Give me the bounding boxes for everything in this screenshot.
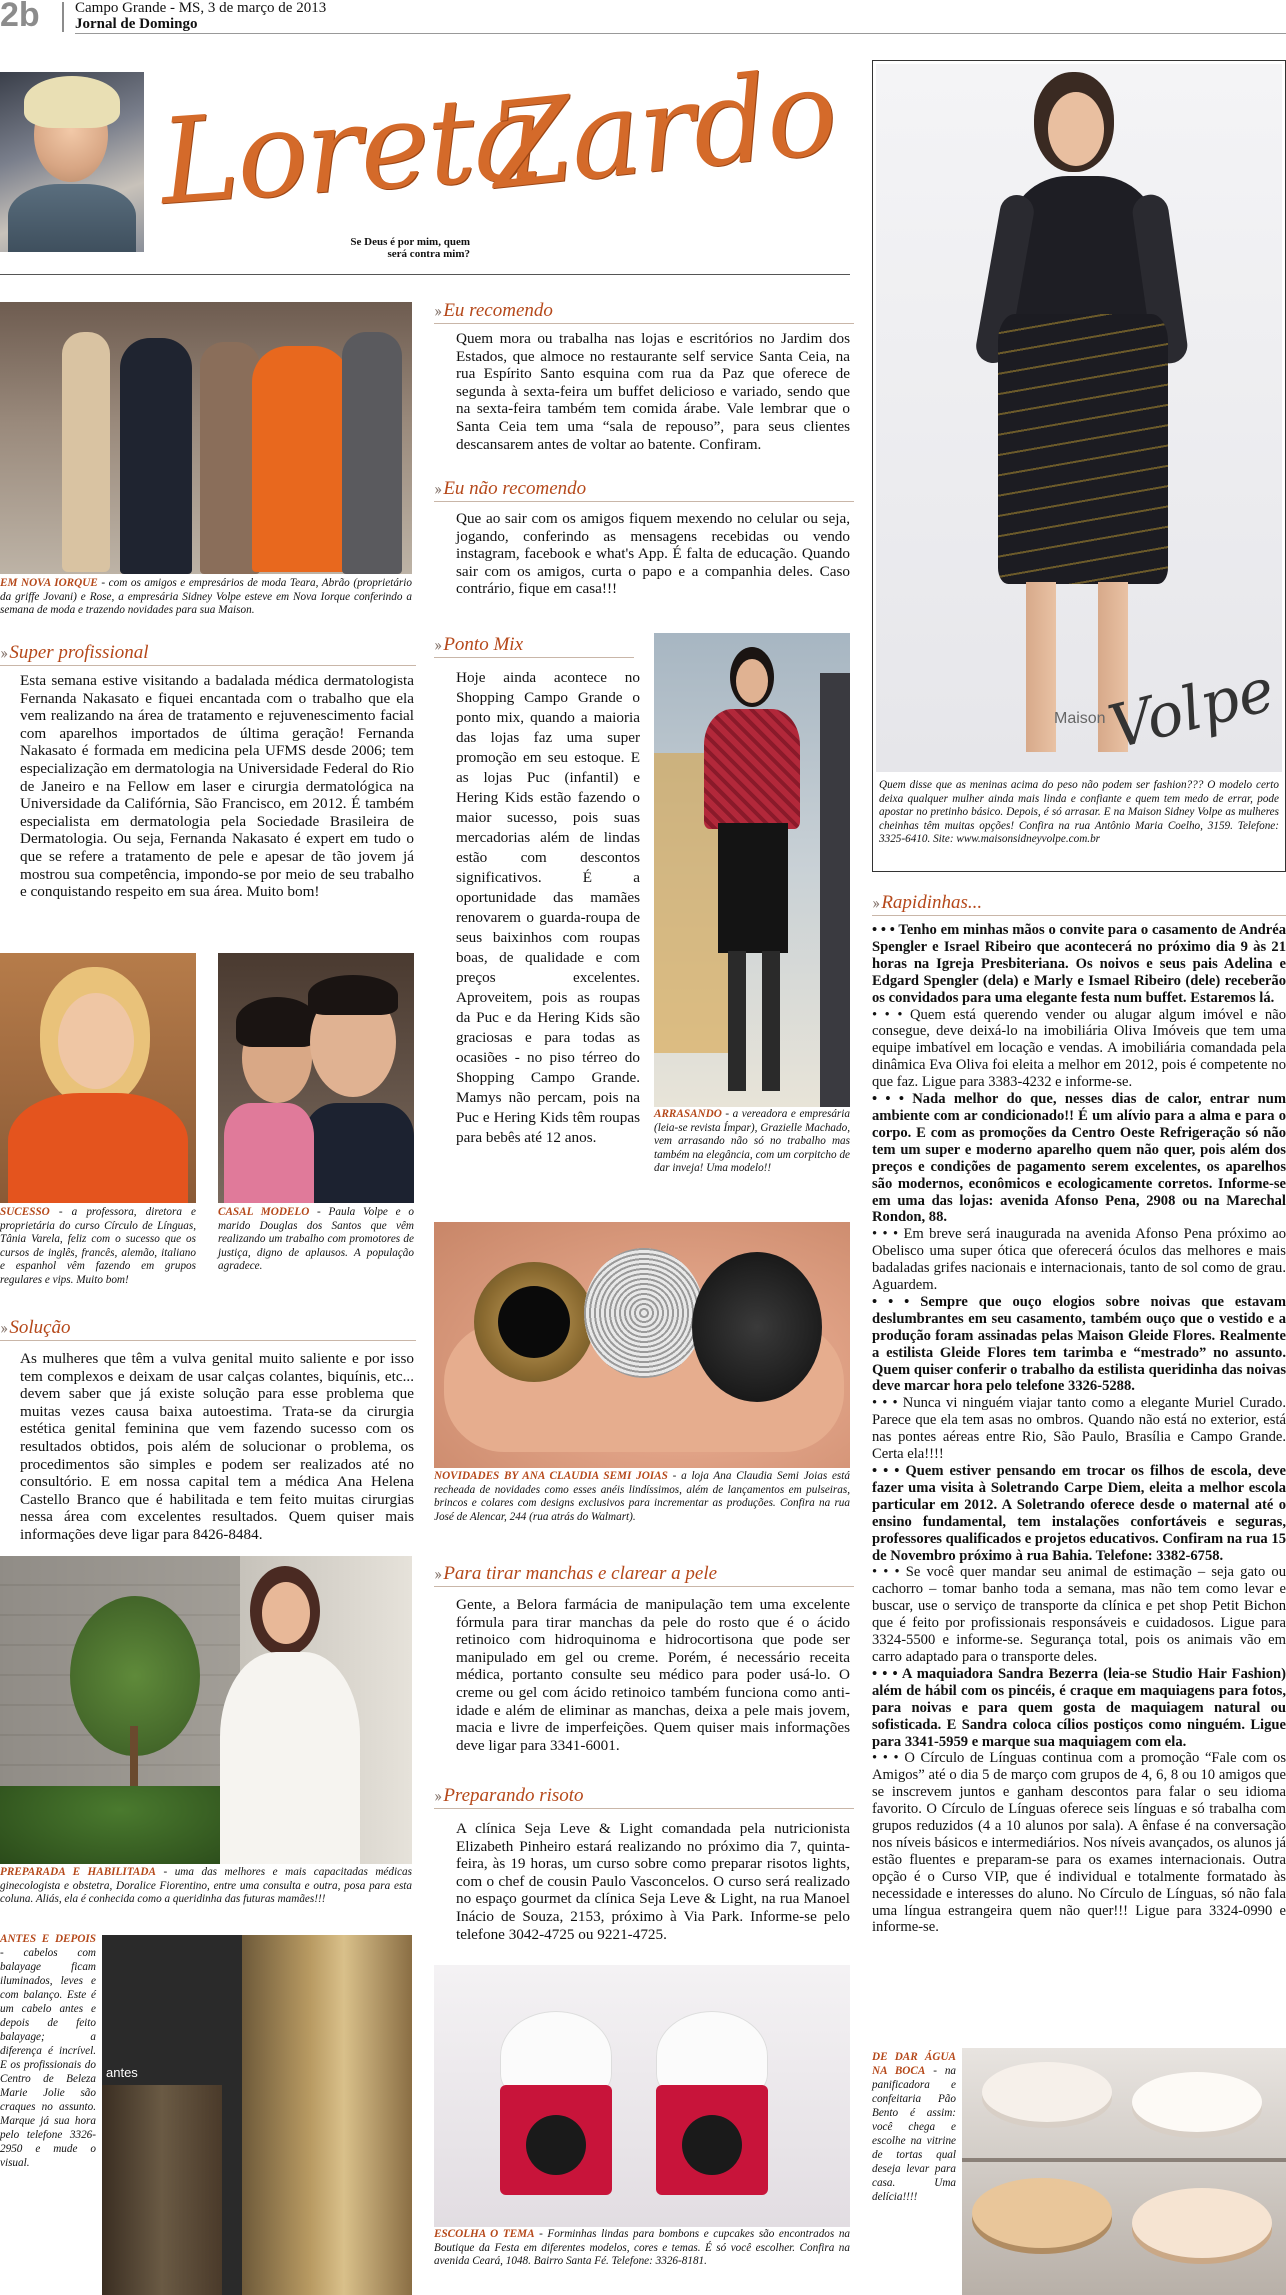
chevron-right-icon: ››: [434, 1786, 440, 1805]
page-header: [0, 0, 1286, 34]
antes-caption: [0, 1932, 96, 2170]
motto-line: será contra mim?: [387, 248, 470, 260]
section-rule: [434, 323, 854, 324]
sucesso-photo: [0, 953, 196, 1203]
section-title: ›› Para tirar manchas e clarear a pele: [434, 1563, 718, 1584]
title-rule: [0, 274, 850, 275]
section-title: ›› Rapidinhas...: [872, 892, 983, 913]
preparada-caption: [0, 1866, 412, 1907]
caption-lead: PREPARADA E HABILITADA: [0, 1866, 156, 1878]
section-rule: [0, 665, 416, 666]
agua-caption: [872, 2050, 956, 2204]
maison-signature: Volpe: [1102, 654, 1282, 764]
caption-lead: ARRASANDO: [654, 1108, 722, 1120]
section-title: ›› Solução: [0, 1317, 71, 1338]
caption-lead: CASAL MODELO: [218, 1206, 310, 1218]
maison-photo: [876, 64, 1282, 772]
section-rule: [434, 657, 634, 658]
nova-iorque-photo: [0, 302, 412, 574]
caption-text: - Forminhas lindas para bombons e cupcakes são encontrados na Boutique da Festa em diferentes modelos, cores e temas. É só você escolher. Confira na avenida Ceará, 1048. Bairro Santa Fé. Telefone: 3326-8181.: [434, 2228, 851, 2268]
arrasando-caption: [654, 1108, 850, 1176]
rapidinha-item: • • • Tenho em minhas mãos o convite para o casamento de Andréa Spengler e Israel Ribeiro que acontecerá no próximo dia 9 às 21 horas na Igreja Presbiteriana. Os noivos e seus pais Adelina e Edgard Spengler (dela) e Marly e Ismael Ribeiro (dele) receberão os convidados para uma elegante festa num buffet. Estaremos lá.: [872, 922, 1286, 1006]
recomendo-body: Quem mora ou trabalha nas lojas e escritórios no Jardim dos Estados, que almoce no restaurante self service Santa Ceia, na rua Espírito Santo esquina com rua da Paz que oferece de segunda à sexta-feira um buffet delicioso e variado, sendo que na sexta-feira também tem comida árabe. Vale lembrar que o Santa Ceia tem uma “sala de repouso”, para seus clientes descansarem antes de voltar ao batente. Confiram.: [456, 330, 850, 453]
dateline: Campo Grande - MS, 3 de março de 2013: [75, 0, 327, 16]
caption-text: - na panificadora e confeitaria Pão Bento é assim: você chega e escolhe na vitrine de tortas qual deseja levar para casa. Uma delícia!!!!: [872, 2065, 957, 2203]
rapidinha-item: • • • Nada melhor do que, nesses dias de calor, entrar num ambiente com ar condicionado!! É um alívio para a alma e para o corpo. E com as promoções da Centro Oeste Refrigeração só não tem um super e moderno aparelho quem não quer, pois além dos preços e condições de pagamento serem excelentes, os aparelhos são modernos, econômicos e ecologicamente corretos. Informe-se em uma das lojas: avenida Afonso Pena, 2908 ou na Marechal Rondon, 88.: [872, 1091, 1286, 1226]
caption-lead: DE DAR ÁGUA NA BOCA: [872, 2051, 956, 2077]
chevron-right-icon: ››: [434, 479, 440, 498]
photo-label: antes: [106, 2065, 138, 2080]
caption-lead: EM NOVA IORQUE: [0, 577, 98, 589]
bakery-photo: [962, 2048, 1286, 2295]
chevron-right-icon: ››: [0, 1318, 6, 1337]
rapidinha-item: • • • Se você quer mandar seu animal de estimação – seja gato ou cachorro – tomar banho toda a semana, mas não tem como levar e buscar, use o serviço de transporte da clínica e pet shop Petit Bichon que é feito por profissionais responsáveis e cuidadosos. Ligue para 3324-5500 e informe-se. Segurança total, pois os animais vão em carro adaptado para o transporte deles.: [872, 1564, 1286, 1665]
caption-text: - a vereadora e empresária (leia-se revista Ímpar), Grazielle Machado, vem arrasando não só no trabalho mas também na elegância, com um corpitcho de dar inveja! Uma modelo!!: [654, 1108, 850, 1175]
section-title: ›› Preparando risoto: [434, 1785, 584, 1806]
section-title: ›› Ponto Mix: [434, 634, 524, 655]
novidades-caption: [434, 1470, 850, 1524]
preparada-photo: [0, 1556, 412, 1864]
section-rule: [434, 1586, 854, 1587]
caption-text: - cabelos com balayage ficam iluminados, leves e com balanço. Este é um cabelo antes e depois de feito balayage; a diferença é incrível. E os profissionais do Centro de Beleza Marie Jolie são craques no assunto. Marque já sua hora pelo telefone 3326-2950 e mude o visual.: [0, 1947, 96, 2169]
caption-lead: NOVIDADES BY ANA CLAUDIA SEMI JOIAS: [434, 1470, 668, 1482]
chevron-right-icon: ››: [872, 893, 878, 912]
columnist-photo: [0, 72, 144, 252]
header-rule: [75, 33, 1286, 34]
column-motto: [310, 236, 470, 260]
caption-text: - com os amigos e empresários de moda Teara, Abrão (proprietário da griffe Jovani) e Rose, a empresária Sidney Volpe esteve em Nova Iorque conferindo a semana de moda e trazendo novidades para sua Maison.: [0, 577, 412, 617]
caption-lead: SUCESSO: [0, 1206, 50, 1218]
chevron-right-icon: ››: [434, 301, 440, 320]
ponto-body: Hoje ainda acontece no Shopping Campo Grande o ponto mix, quando a maioria das lojas faz uma super promoção em seu estoque. E as lojas Puc (infantil) e Hering Kids estão fazendo o maior sucesso, pois suas mercadorias além de lindas estão com descontos significativos. É a oportunidade das mamães renovarem o guarda-roupa de seus baixinhos com roupas boas, de qualidade e com preços excelentes. Aproveitem, pois as roupas da Puc e da Hering Kids são graciosas e para todas as ocasiões - no piso térreo do Shopping Campo Grande. Mamys não percam, pois na Puc e Hering Kids têm roupas para bebês até 12 anos.: [456, 669, 640, 1146]
risoto-body: A clínica Seja Leve & Light comandada pela nutricionista Elizabeth Pinheiro estará realizando no próximo dia 7, quinta-feira, às 19 horas, um curso sobre como preparar risotos lights, com o chef de cousin Paulo Vasconcelos. O curso será realizado no espaço gourmet da clínica Seja Leve & Light, na rua Manoel Inácio de Souza, 2153, próximo à Via Park. Informe-se pelo telefone 3042-4725 ou 9221-4725.: [456, 1820, 850, 1943]
caption-text: - uma das melhores e mais capacitadas médicas ginecologista e obstetra, Doralice Fiorentino, entre uma consulta e outra, posa para esta coluna. Aliás, ela é conhecida como a queridinha das futuras mamães!!!: [0, 1866, 412, 1906]
header-divider: [62, 2, 64, 32]
section-title: ›› Eu recomendo: [434, 300, 553, 321]
paper-name: Jornal de Domingo: [75, 16, 198, 32]
caption-lead: ANTES E DEPOIS: [0, 1933, 96, 1945]
motto-line: Se Deus é por mim, quem: [350, 236, 470, 248]
maison-logo: Maison: [1054, 710, 1106, 727]
arrasando-photo: [654, 633, 850, 1107]
section-rule: [434, 501, 854, 502]
maison-caption: Quem disse que as meninas acima do peso não podem ser fashion??? O modelo certo deixa qualquer mulher ainda mais linda e confiante e quem tem medo de errar, pode apostar no pretinho básico. Depois, é só arrasar. E na Maison Sidney Volpe as mulheres cheinhas têm muitas opções! Confira na rua Antônio Maria Coelho, 3159. Telefone: 3325-6410. Site: www.maisonsidneyvolpe.com.br: [879, 779, 1279, 846]
rapidinha-item: • • • Quem está querendo vender ou alugar algum imóvel e não consegue, deve deixá-lo na imobiliária Oliva Imóveis que tem uma equipe imbatível em locação e vendas. A imobiliária comandada pela dinâmica Eva Oliva foi eleita a melhor em 2012, pois é competente no que faz. Ligue para 3383-4232 e informe-se.: [872, 1006, 1286, 1091]
caption-lead: ESCOLHA O TEMA: [434, 2228, 535, 2240]
antes-photo: [102, 1935, 412, 2295]
caption-text: - Paula Volpe e o marido Douglas dos Santos que vêm realizando um trabalho com promotores de justiça, digno de aplausos. A população agradece.: [218, 1206, 414, 1273]
cupcakes-photo: [434, 1965, 850, 2227]
caption-text: - a loja Ana Claudia Semi Joias está recheada de novidades como esses anéis lindíssimos, além de lançamentos em pulseiras, brincos e colares com designs exclusivos para incrementar as produções. Confira na rua José de Alencar, 244 (rua atrás do Walmart).: [434, 1470, 850, 1523]
section-rule: [0, 1340, 416, 1341]
casal-caption: [218, 1206, 414, 1274]
section-rule: [872, 915, 1286, 916]
chevron-right-icon: ››: [0, 643, 6, 662]
solucao-body: As mulheres que têm a vulva genital muito saliente e por isso tem complexos e deixam de usar calças colantes, biquínis, etc... devem saber que já existe solução para esse problema que muitas vezes causa baixa autoestima. Trata-se da cirurgia estética genital feminina que vem fazendo sucesso com os resultados obtidos, pois além de solucionar o problema, os procedimentos são simples e podem ser realizados até no consultório. E em nossa capital tem a médica Ana Helena Castello Branco que é habilitada e tem feito muitas cirurgias nessa área com excelentes resultados. Quem quiser mais informações deve ligar para 8426-8484.: [20, 1350, 414, 1543]
rapidinha-item: • • • Nunca vi ninguém viajar tanto como a elegante Muriel Curado. Parece que ela tem asas no ombros. Quando não está no exterior, está nas pontes aéreas entre Rio, São Paulo, Brasília e Campo Grande. Certa ela!!!!: [872, 1395, 1286, 1463]
rapidinha-item: • • • O Círculo de Línguas continua com a promoção “Fale com os Amigos” até o dia 5 de março com grupos de 4, 6, 8 ou 10 amigos que se inscrevem juntos e ganham descontos para falar o seu idioma favorito. O Círculo de Línguas oferece seis línguas e só trabalha com grupos reduzidos (4 a 10 alunos por sala). A ênfase é na conversação nos níveis básicos e intermediários. Nos níveis avançados, os alunos já estão fluentes e preparam-se para os exames internacionais. Outra opção é o Curso VIP, que é individual e totalmente formatado às necessidade e interesses do aluno. No Círculo de Línguas, só não fala uma língua estrangeira quem não quer!!! Ligue para 3324-0990 e informe-se.: [872, 1750, 1286, 1936]
caption-text: - a professora, diretora e proprietária do curso Círculo de Línguas, Tânia Varela, feliz com o sucesso que os cursos de inglês, francês, alemão, italiano e espanhol vêm fazendo em grupos regulares e vips. Muito bom!: [0, 1206, 196, 1286]
rapidinhas-list: [872, 922, 1286, 1936]
nao-recomendo-body: Que ao sair com os amigos fiquem mexendo no celular ou seja, jogando, conferindo as mensagens recebidas ou vendo instagram, facebook e what's App. É falta de educação. Quando sair com os amigos, curta o papo e a companhia deles. Caso contrário, fique em casa!!!: [456, 510, 850, 598]
column-title-first: Loreta: [155, 66, 546, 232]
column-title: [155, 42, 860, 252]
escolha-caption: [434, 2228, 850, 2269]
sucesso-caption: [0, 1206, 196, 1288]
chevron-right-icon: ››: [434, 1564, 440, 1583]
casal-photo: [218, 953, 414, 1203]
section-rule: [434, 1808, 854, 1809]
page-number: 2b: [0, 0, 40, 34]
rapidinha-item: • • • A maquiadora Sandra Bezerra (leia-se Studio Hair Fashion) além de hábil com os pincéis, é craque em maquiagens para fotos, para noivas e para quem gosta de maquiagem natural ou sofisticada. E Sandra coloca cílios postiços como ninguém. Ligue para 3341-5959 e marque sua maquiagem com ela.: [872, 1665, 1286, 1750]
rapidinha-item: • • • Sempre que ouço elogios sobre noivas que estavam deslumbrantes em seu casamento, também ouço que o vestido e a produção foram assinadas pelas Maison Gleide Flores. Realmente a estilista Gleide Flores tem tarimba e “mestrado” no assunto. Quem quiser conferir o trabalho da estilista queridinha das noivas deve marcar hora pelo telefone 3326-5288.: [872, 1293, 1286, 1395]
section-title: ›› Super profissional: [0, 642, 149, 663]
section-title: ›› Eu não recomendo: [434, 478, 587, 499]
chevron-right-icon: ››: [434, 635, 440, 654]
manchas-body: Gente, a Belora farmácia de manipulação tem uma excelente fórmula para tirar manchas da pele do rosto que é o ácido retinoico com hidroquinoma e hidrocortisona que pode ser manipulado em gel ou creme. Porém, é necessário receita médica, portanto consulte seu médico para poder usá-lo. O creme ou gel com ácido retinoico também funciona como anti-idade e além de eliminar as manchas, deixa a pele mais jovem, macia e livre de imperfeições. Quem quiser mais informações deve ligar para 3341-6001.: [456, 1596, 850, 1754]
rapidinha-item: • • • Quem estiver pensando em trocar os filhos de escola, deve fazer uma visita à Soletrando Carpe Diem, eleita a melhor escola particular em 2012. A Soletrando oferece desde o maternal até o ensino fundamental, tem instalações confortáveis e seguras, professores qualificados e projetos educativos. Confiram na rua 15 de Novembro próximo à rua Bahia. Telefone: 3382-6758.: [872, 1463, 1286, 1564]
column-title-second: Zardo: [483, 42, 842, 216]
super-body: Esta semana estive visitando a badalada médica dermatologista Fernanda Nakasato e fiquei encantada com o trabalho que ela vem realizando na área de tratamento e rejuvenescimento facial com aparelhos importados de última geração! Fernanda Nakasato é formada em medicina pela UFMS desde 2006; tem especialização em dermatologia na Universidade Federal do Rio de Janeiro e na Fellow em laser e cirurgia dermatológica na Universidade da Califórnia, São Francisco, em 2012. É também especialista em dermatologia pela Sociedade Brasileira de Dermatologia. Ou seja, Fernanda Nakasato é expert em tudo o que se refere a tratamento de pele e apesar de tão jovem já mostrou sua competência, impondo-se por meio de seu trabalho e conquistando respeito em sua área. Muito bom!: [20, 672, 414, 901]
nova-iorque-caption: [0, 577, 412, 618]
rapidinha-item: • • • Em breve será inaugurada na avenida Afonso Pena próximo ao Obelisco uma super ótica que oferecerá óculos das melhores e mais badaladas grifes nacionais e internacionais, tanto de sol como de grau. Aguardem.: [872, 1226, 1286, 1294]
rings-photo: [434, 1222, 850, 1468]
maison-box: [872, 60, 1286, 872]
